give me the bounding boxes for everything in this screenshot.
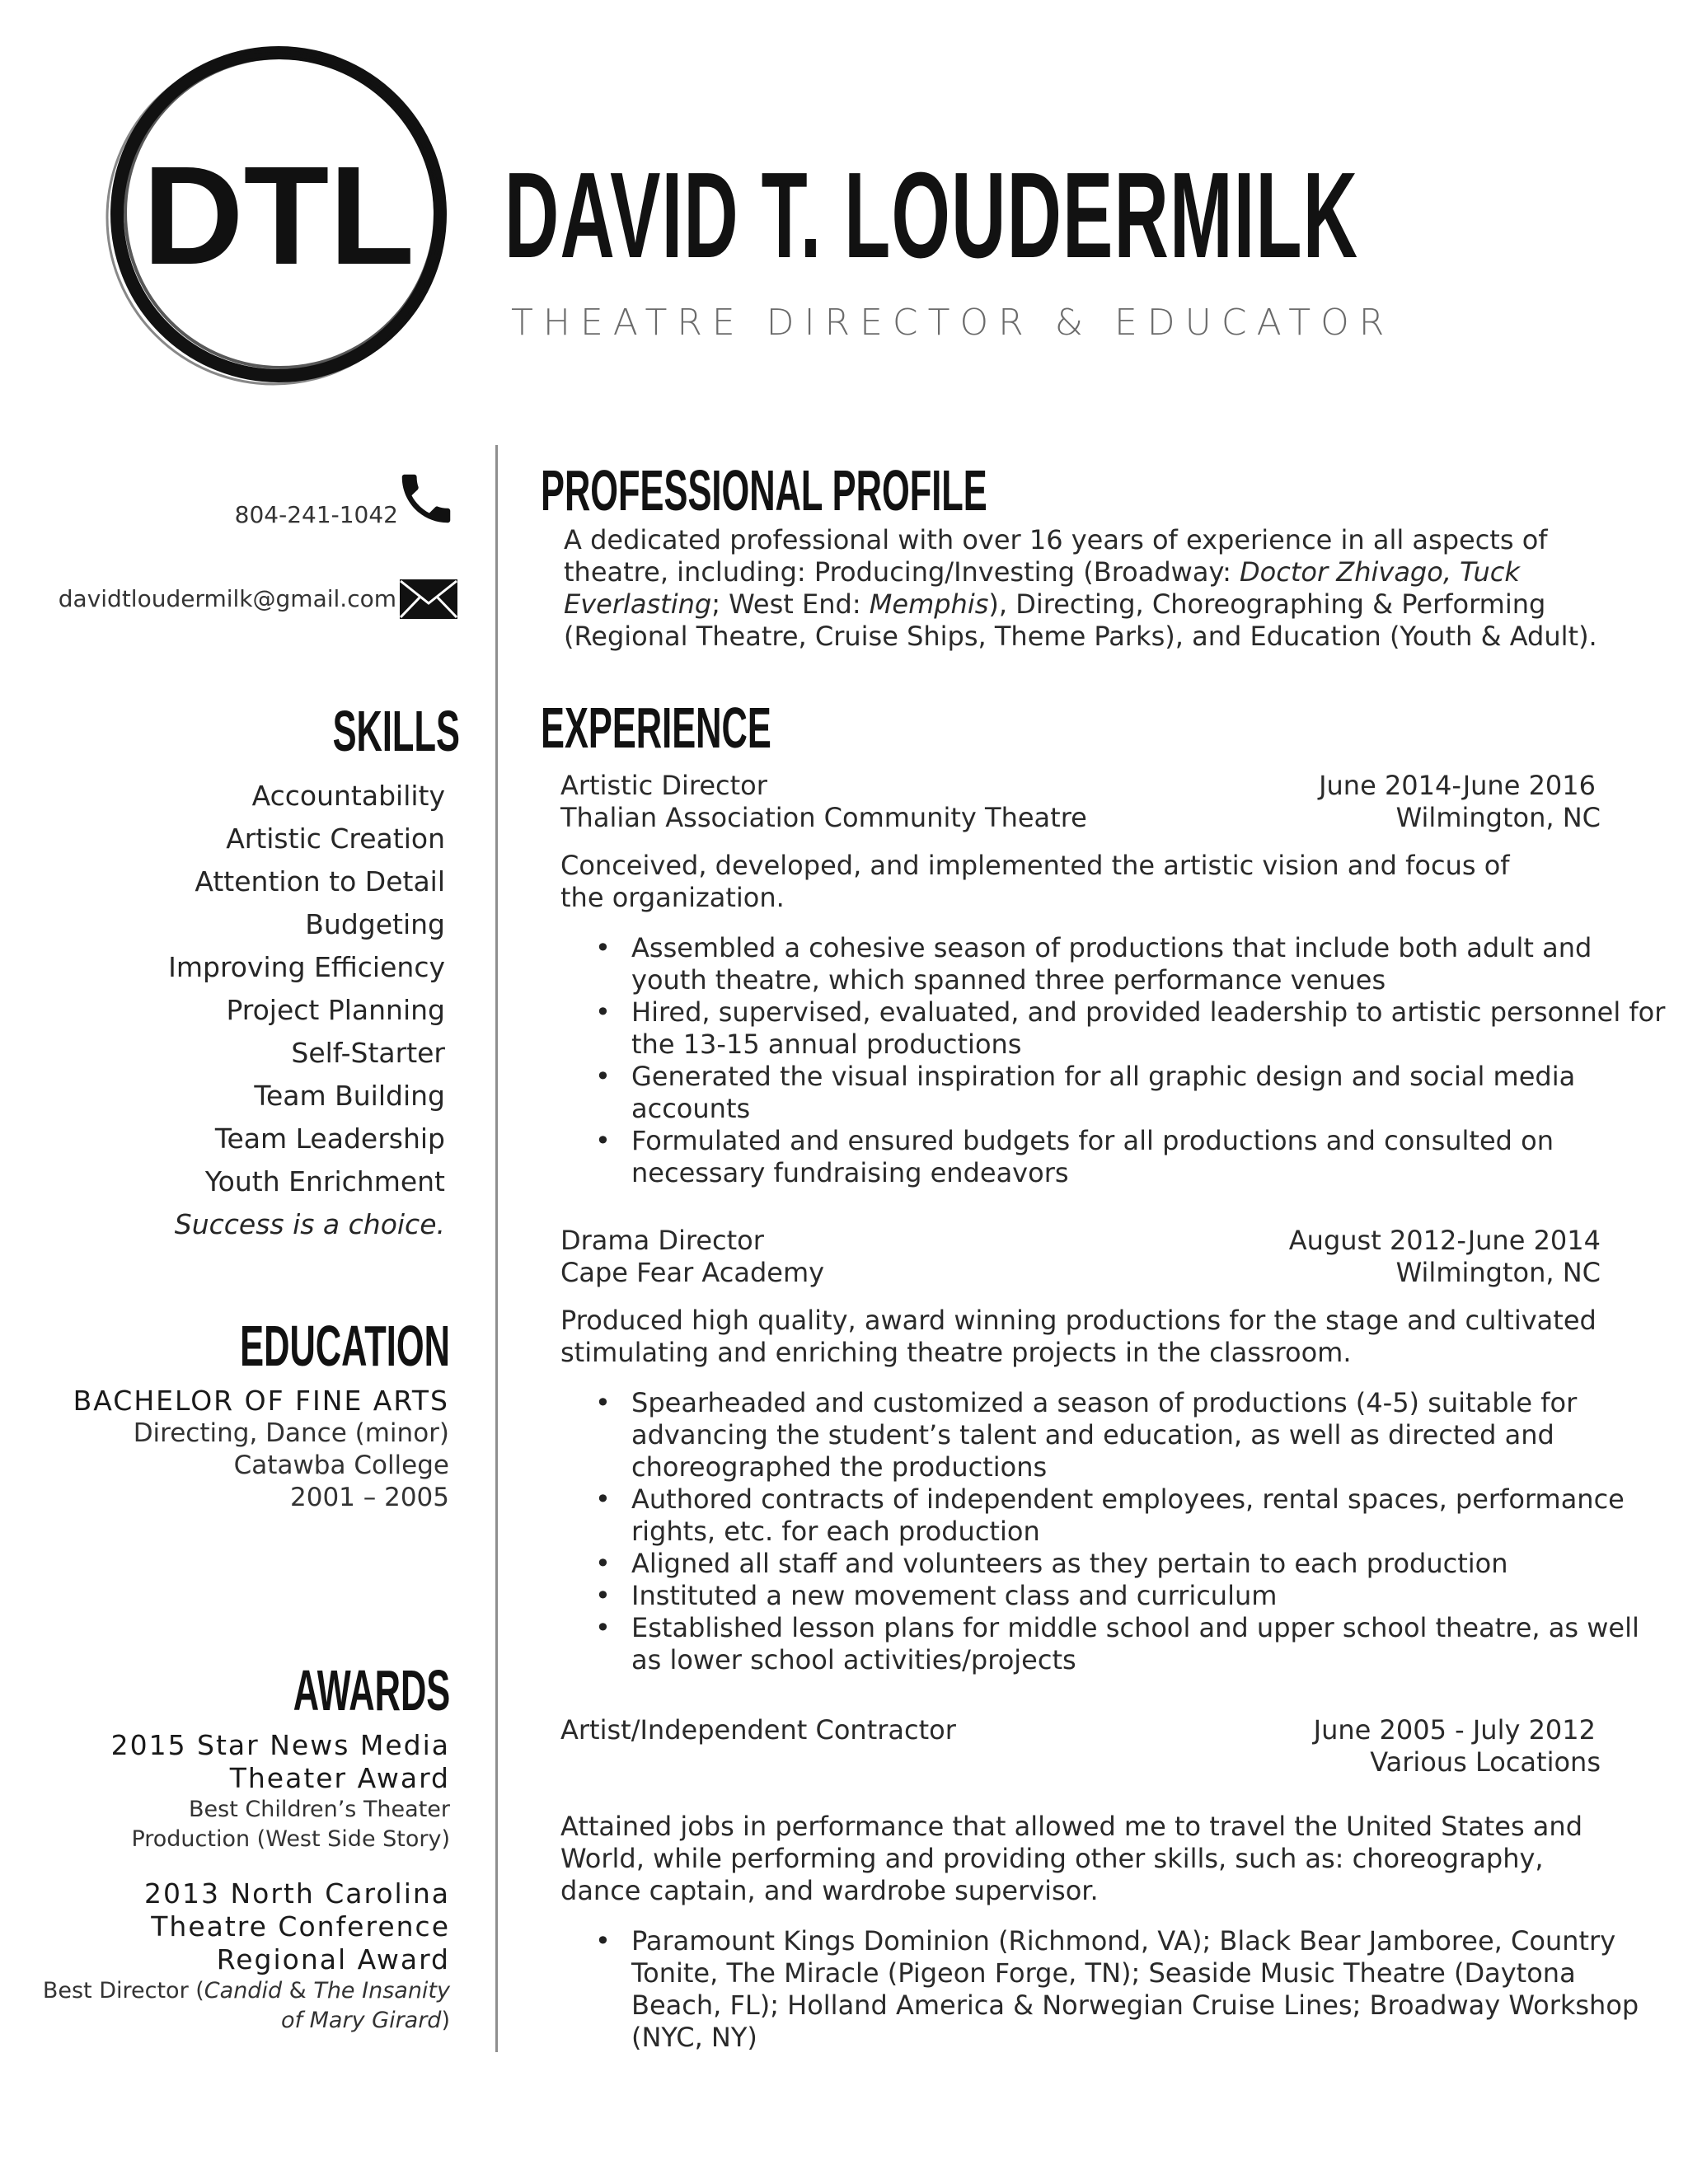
education-degree: BACHELOR OF FINE ARTS — [73, 1385, 449, 1417]
job-summary: Conceived, developed, and implemented the artistic vision and focus of the organization. — [560, 850, 1510, 913]
skill-item: Attention to Detail — [195, 865, 445, 898]
job-location: Wilmington, NC — [1395, 802, 1601, 833]
experience-heading: EXPERIENCE — [541, 696, 771, 760]
skill-item: Youth Enrichment — [204, 1165, 445, 1197]
award-title: 2013 North Carolina Theatre Conference Regional Award — [143, 1877, 450, 1975]
job-organization: Cape Fear Academy — [560, 1257, 825, 1288]
resume-tagline: THEATRE DIRECTOR & EDUCATOR — [511, 302, 1395, 344]
list-item: • Paramount Kings Dominion (Richmond, VA); Black Bear Jamboree, Country Tonite, The Miracle (Pigeon Forge, TN); Seaside Music Theatre (Daytona Beach, FL); Holland America & Norwegian Cruise Lines; Broadway Workshop (NYC, NY) — [631, 1925, 1672, 2054]
education-years: 2001 – 2005 — [290, 1483, 449, 1512]
skills-list — [168, 775, 445, 1246]
award-item — [21, 1877, 450, 2036]
job-title: Artist/Independent Contractor — [560, 1714, 956, 1746]
job-organization: Thalian Association Community Theatre — [560, 802, 1087, 833]
job-dates: June 2014-June 2016 — [1319, 770, 1596, 801]
list-item: • Assembled a cohesive season of productions that include both adult and youth theatre, which spanned three performance venues — [631, 932, 1672, 996]
job-title-row — [560, 1714, 1601, 1746]
list-item: • Formulated and ensured budgets for all productions and consulted on necessary fundraising endeavors — [631, 1125, 1672, 1189]
job-dates: August 2012-June 2014 — [1288, 1225, 1601, 1256]
education-school: Catawba College — [233, 1451, 449, 1480]
logo-text: DTL — [143, 138, 415, 294]
phone-icon — [394, 466, 458, 531]
job-location: Various Locations — [1370, 1746, 1601, 1778]
list-item: • Aligned all staff and volunteers as they pertain to each production — [631, 1548, 1672, 1580]
award-item — [21, 1729, 450, 1854]
list-item: • Spearheaded and customized a season of productions (4-5) suitable for advancing the student’s talent and education, as well as directed and choreographed the productions — [631, 1387, 1672, 1483]
awards-heading: AWARDS — [293, 1658, 450, 1722]
skills-motto: Success is a choice. — [174, 1208, 445, 1240]
job-org-row — [560, 802, 1601, 834]
email-address[interactable]: davidtloudermilk@gmail.com — [58, 585, 396, 612]
envelope-icon — [399, 579, 458, 620]
profile-heading: PROFESSIONAL PROFILE — [541, 458, 987, 523]
job-dates: June 2005 - July 2012 — [1313, 1714, 1596, 1746]
profile-text: A dedicated professional with over 16 years of experience in all aspects of theatre, including: Producing/Investing (Broadway: Doctor Zhivago, Tuck Everlasting; West End: Memphis), Directing, Choreographing & Performing (Regional Theatre, Cruise Ships, Theme Parks), and Education (Youth & Adult). — [564, 524, 1597, 652]
skill-item: Budgeting — [305, 908, 445, 940]
job-org-row — [560, 1257, 1601, 1289]
education-heading: EDUCATION — [240, 1314, 450, 1378]
list-item: • Hired, supervised, evaluated, and provided leadership to artistic personnel for the 13-15 annual productions — [631, 996, 1672, 1061]
job-location: Wilmington, NC — [1395, 1257, 1601, 1288]
dtl-logo — [97, 33, 460, 396]
skill-item: Self-Starter — [291, 1037, 445, 1069]
skill-item: Project Planning — [226, 994, 445, 1026]
column-divider — [495, 445, 498, 2052]
job-title: Artistic Director — [560, 770, 767, 801]
job-summary: Produced high quality, award winning productions for the stage and cultivated stimulating and enriching theatre projects in the classroom. — [560, 1305, 1597, 1368]
list-item: • Authored contracts of independent employees, rental spaces, performance rights, etc. for each production — [631, 1483, 1672, 1548]
skill-item: Accountability — [251, 780, 445, 812]
job-summary: Attained jobs in performance that allowed me to travel the United States and World, while performing and providing other skills, such as: choreography, dance captain, and wardrobe supervisor. — [560, 1811, 1582, 1906]
skill-item: Team Leadership — [214, 1122, 445, 1155]
list-item: • Established lesson plans for middle school and upper school theatre, as well as lower school activities/projects — [631, 1612, 1672, 1676]
resume-name: DAVID T. LOUDERMILK — [504, 148, 1359, 284]
award-title: 2015 Star News Media Theater Award — [110, 1729, 450, 1794]
job-title: Drama Director — [560, 1225, 764, 1256]
job-title-row — [560, 770, 1601, 802]
list-item: • Instituted a new movement class and curriculum — [631, 1580, 1672, 1612]
skill-item: Artistic Creation — [226, 823, 445, 855]
job-bullets — [560, 1387, 1672, 1676]
phone-number[interactable]: 804-241-1042 — [234, 501, 398, 528]
job-bullets — [560, 1925, 1672, 2054]
job-title-row — [560, 1225, 1601, 1257]
skills-heading: SKILLS — [332, 699, 460, 763]
skill-item: Improving Efficiency — [168, 951, 445, 983]
skill-item: Team Building — [254, 1080, 445, 1112]
job-bullets — [560, 932, 1672, 1189]
list-item: • Generated the visual inspiration for all graphic design and social media accounts — [631, 1061, 1672, 1125]
award-detail: Best Director (Candid & The Insanity of Mary Girard) — [42, 1978, 450, 2033]
logo-circle-icon — [97, 33, 460, 396]
education-major: Directing, Dance (minor) — [133, 1418, 449, 1448]
education-block — [73, 1385, 449, 1514]
award-detail: Best Children’s Theater Production (West Side Story) — [131, 1797, 450, 1852]
